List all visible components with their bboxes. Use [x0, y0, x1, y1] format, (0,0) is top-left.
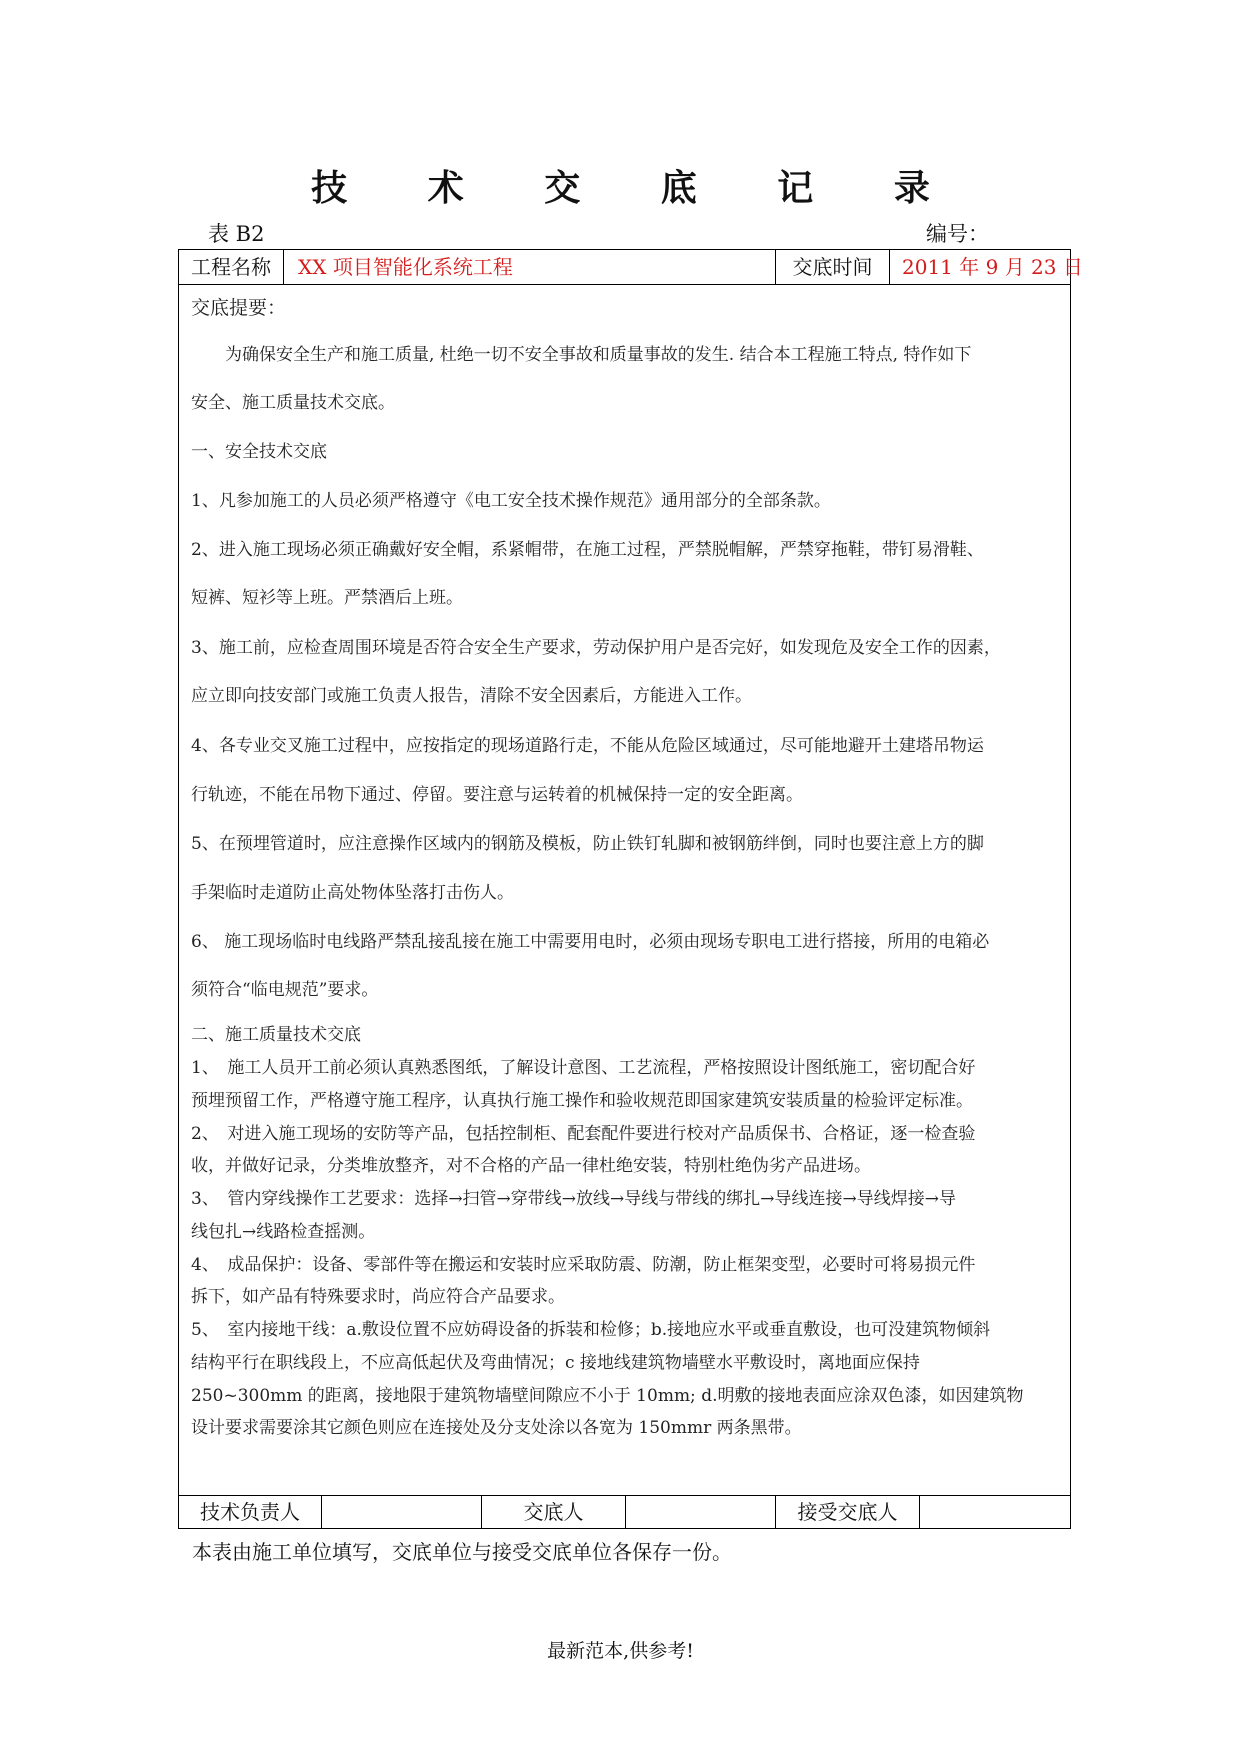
content-line: 2、 对进入施工现场的安防等产品，包括控制柜、配套配件要进行校对产品质保书、合格证，逐一检查验 — [191, 1124, 976, 1144]
content-line: 短裤、短衫等上班。严禁酒后上班。 — [191, 588, 463, 608]
tech-lead-label: 技术负责人 — [200, 1500, 300, 1524]
content-line: 预埋预留工作，严格遵守施工程序，认真执行施工操作和验收规范即国家建筑安装质量的检验评定标准。 — [191, 1091, 973, 1111]
discloser-label: 交底人 — [481, 1496, 625, 1529]
content-line: 手架临时走道防止高处物体坠落打击伤人。 — [191, 883, 514, 903]
disclosure-date-label: 交底时间 — [775, 250, 889, 284]
content-line: 5、 室内接地干线：a.敷设位置不应妨碍设备的拆装和检修；b.接地应水平或垂直敷设，也可没建筑物倾斜 — [191, 1320, 991, 1340]
content-line: 4、各专业交叉施工过程中，应按指定的现场道路行走，不能从危险区域通过，尽可能地避开土建塔吊物运 — [191, 736, 984, 756]
page-footer: 最新范本,供参考! — [547, 1640, 694, 1662]
project-name-value: XX 项目智能化系统工程 — [283, 250, 775, 284]
content-line: 行轨迹，不能在吊物下通过、停留。要注意与运转着的机械保持一定的安全距离。 — [191, 785, 803, 805]
document-title: 技 术 交 底 记 录 — [311, 167, 964, 209]
content-line: 6、 施工现场临时电线路严禁乱接乱接在施工中需要用电时，必须由现场专职电工进行搭接，所用的电箱必 — [191, 932, 990, 952]
content-line: 一、安全技术交底 — [191, 442, 327, 462]
receiver-signature-field[interactable] — [919, 1496, 1072, 1529]
content-line: 收，并做好记录，分类堆放整齐，对不合格的产品一律杜绝安装，特别杜绝伪劣产品进场。 — [191, 1156, 871, 1176]
disclosure-form-table — [178, 249, 1083, 1529]
content-line: 设计要求需要涂其它颜色则应在连接处及分支处涂以各宽为 150mmr 两条黑带。 — [191, 1418, 802, 1438]
content-line: 2、进入施工现场必须正确戴好安全帽，系紧帽带，在施工过程，严禁脱帽解，严禁穿拖鞋，带钉易滑鞋、 — [191, 540, 984, 560]
content-line: 应立即向技安部门或施工负责人报告，清除不安全因素后，方能进入工作。 — [191, 686, 752, 706]
content-line: 4、 成品保护：设备、零部件等在搬运和安装时应采取防震、防潮，防止框架变型，必要时可将易损元件 — [191, 1255, 976, 1275]
tech-lead-signature-field[interactable] — [321, 1496, 481, 1529]
summary-label: 交底提要： — [191, 297, 287, 319]
signature-row — [179, 1495, 1070, 1529]
serial-number-label: 编号： — [926, 222, 989, 246]
receiver-label: 接受交底人 — [775, 1496, 919, 1529]
content-line: 二、施工质量技术交底 — [191, 1025, 361, 1045]
header-row — [179, 250, 1083, 285]
discloser-signature-field[interactable] — [625, 1496, 775, 1529]
disclosure-date-value: 2011 年 9 月 23 日 — [889, 250, 1072, 284]
content-line: 安全、施工质量技术交底。 — [191, 393, 395, 413]
content-line: 3、施工前，应检查周围环境是否符合安全生产要求，劳动保护用户是否完好，如发现危及安全工作的因素， — [191, 638, 1001, 658]
content-line: 线包扎→线路检查摇测。 — [191, 1222, 376, 1242]
content-line: 1、 施工人员开工前必须认真熟悉图纸，了解设计意图、工艺流程，严格按照设计图纸施工，密切配合好 — [191, 1058, 976, 1078]
content-line: 为确保安全生产和施工质量, 杜绝一切不安全事故和质量事故的发生. 结合本工程施工特点, 特作如下 — [191, 345, 972, 365]
content-line: 3、 管内穿线操作工艺要求：选择→扫管→穿带线→放线→导线与带线的绑扎→导线连接→导线焊接→导 — [191, 1189, 957, 1209]
project-name-label: 工程名称 — [191, 255, 271, 279]
content-line: 1、凡参加施工的人员必须严格遵守《电工安全技术操作规范》通用部分的全部条款。 — [191, 491, 831, 511]
form-note: 本表由施工单位填写，交底单位与接受交底单位各保存一份。 — [192, 1540, 732, 1564]
form-number: 表 B2 — [208, 222, 265, 246]
content-line: 结构平行在职线段上，不应高低起伏及弯曲情况；c 接地线建筑物墙壁水平敷设时，离地面应保持 — [191, 1353, 920, 1373]
content-line: 5、在预埋管道时，应注意操作区域内的钢筋及模板，防止铁钉轧脚和被钢筋绊倒，同时也要注意上方的脚 — [191, 834, 984, 854]
content-line: 拆下，如产品有特殊要求时，尚应符合产品要求。 — [191, 1287, 565, 1307]
content-line: 250~300mm 的距离，接地限于建筑物墙壁间隙应不小于 10mm; d.明敷的接地表面应涂双色漆，如因建筑物 — [191, 1386, 1024, 1406]
content-line: 须符合“临电规范”要求。 — [191, 980, 379, 1000]
